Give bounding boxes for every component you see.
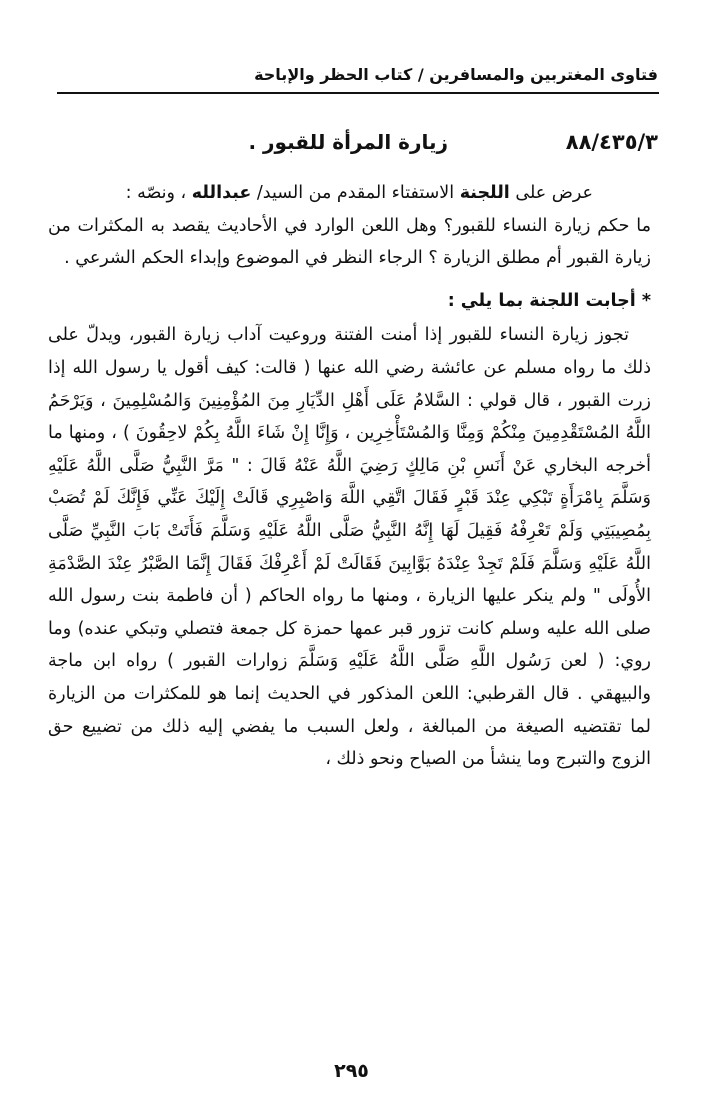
- intro-paragraph: [48, 177, 651, 210]
- question-paragraph: ما حكم زيارة النساء للقبور؟ وهل اللعن الوارد في الأحاديث يقصد به المكثرات من زيارة القبور أم مطلق الزيارة ؟ الرجاء النظر في الموضوع وإبداء الحكم الشرعي .: [48, 215, 651, 269]
- fatwa-body: [48, 177, 651, 776]
- answer-paragraph: تجوز زيارة النساء للقبور إذا أمنت الفتنة وروعيت آداب زيارة القبور، ويدلّ على ذلك ما رواه مسلم عن عائشة رضي الله عنها ( قالت: كيف أقول يا رسول الله إذا زرت القبور ، قال قولي : السَّلامُ عَلَى أَهْلِ الدِّيَارِ مِنَ المُؤْمِنِينَ وَالمُسْلِمِينَ ، وَيَرْحَمُ اللَّهُ المُسْتَقْدِمِينَ مِنْكُمْ وَمِنَّا وَالمُسْتَأْخِرِين ، وَإِنَّا إِنْ شَاءَ اللَّهُ بِكُمْ لاحِقُونَ ) ، ومنها ما أخرجه البخاري عَنْ أَنَسِ بْنِ مَالِكٍ رَضِيَ اللَّهُ عَنْهُ قَالَ : " مَرَّ النَّبِيُّ صَلَّى اللَّهُ عَلَيْهِ وَسَلَّمَ بِامْرَأَةٍ تَبْكِي عِنْدَ قَبْرٍ فَقَالَ اتَّقِي اللَّهَ وَاصْبِرِي قَالَتْ إِلَيْكَ عَنِّي فَإِنَّكَ لَمْ تُصَبْ بِمُصِيبَتِي وَلَمْ تَعْرِفْهُ فَقِيلَ لَهَا إِنَّهُ النَّبِيُّ صَلَّى اللَّهُ عَلَيْهِ وَسَلَّمَ فَأَتَتْ بَابَ النَّبِيِّ صَلَّى اللَّهُ عَلَيْهِ وَسَلَّمَ فَلَمْ تَجِدْ عِنْدَهُ بَوَّابِينَ فَقَالَتْ لَمْ أَعْرِفْكَ فَقَالَ إِنَّمَا الصَّبْرُ عِنْدَ الصَّدْمَةِ الأُولَى " ولم ينكر عليها الزيارة ، ومنها ما رواه الحاكم ( أن فاطمة بنت رسول الله صلى الله عليه وسلم كانت تزور قبر عمها حمزة كل جمعة فتصلي وتبكي عنده) وما روي: ( لعن رَسُول اللَّهِ صَلَّى اللَّهُ عَلَيْهِ وَسَلَّمَ زوارات القبور ) رواه ابن ماجة والبيهقي . قال القرطبي: اللعن المذكور في الحديث إنما هو للمكثرات من الزيارة لما تقتضيه الصيغة من المبالغة ، ولعل السبب ما يفضي إليه ذلك من تضييع حق الزوج والتبرج وما ينشأ من الصياح ونحو ذلك ،: [48, 325, 651, 770]
- fatwa-title-row: [60, 130, 658, 160]
- intro-after-name: ، ونصّه :: [125, 183, 187, 203]
- intro-name: عبدالله: [191, 183, 252, 203]
- intro-before-committee: عرض على: [515, 183, 593, 203]
- page-number: ٢٩٥: [334, 1060, 369, 1082]
- header-divider: [57, 92, 659, 94]
- intro-middle: الاستفتاء المقدم من السيد/: [256, 183, 455, 203]
- intro-committee: اللجنة: [459, 183, 510, 203]
- fatwa-title: زيارة المرأة للقبور .: [248, 130, 448, 154]
- fatwa-number: ٨٨/٤٣٥/٣: [565, 130, 658, 154]
- answer-heading: * أجابت اللجنة بما يلي :: [447, 290, 651, 311]
- running-header: فتاوى المغتربين والمسافرين / كتاب الحظر والإباحة: [254, 65, 658, 84]
